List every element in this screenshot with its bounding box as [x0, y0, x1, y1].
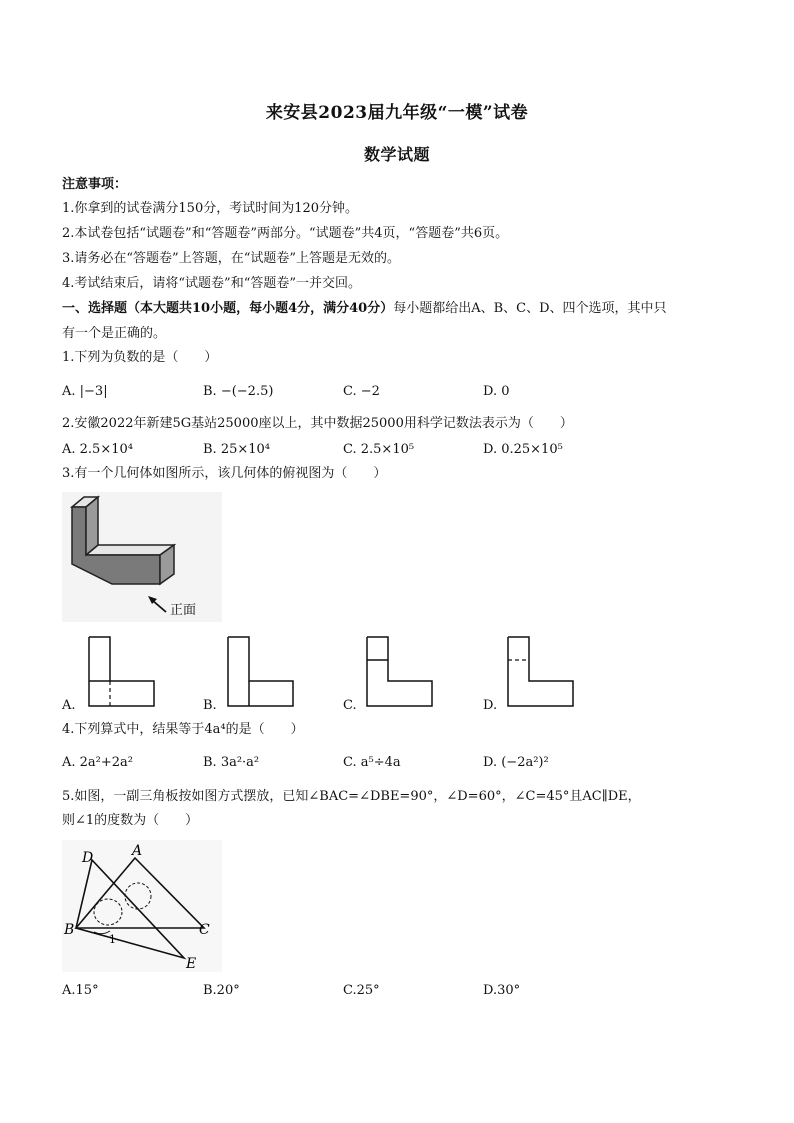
- question-2-stem: 2.安徽2022年新建5G基站25000座以上，其中数据25000用科学记数法表示为（ ）: [62, 416, 573, 431]
- outline: [89, 637, 154, 706]
- section-desc: 每小题都给出A、B、C、D、四个选项，其中只: [393, 301, 667, 316]
- label-a: A: [132, 843, 143, 859]
- q2-option-b: B. 25×10⁴: [203, 442, 271, 457]
- q5-triangle-figure: [62, 840, 222, 972]
- section-desc-line2: 有一个是正确的。: [62, 326, 167, 341]
- q3-option-d: D.: [483, 698, 498, 713]
- outline: [228, 637, 293, 706]
- q3-solid-figure: [62, 492, 222, 622]
- label-d: D: [82, 850, 94, 866]
- label-e: E: [186, 956, 197, 972]
- q5-option-c: C.25°: [343, 983, 380, 998]
- question-1-stem: 1.下列为负数的是（ ）: [62, 350, 218, 365]
- top-face: [86, 545, 174, 555]
- label-angle-1: 1: [109, 933, 116, 946]
- q1-option-c: C. −2: [343, 384, 380, 399]
- notice-heading: 注意事项：: [62, 177, 128, 192]
- q3-option-a: A.: [62, 698, 76, 713]
- q4-option-c: C. a⁵÷4a: [343, 755, 401, 770]
- q4-option-d: D. (−2a²)²: [483, 755, 549, 770]
- q3-option-b-figure: [227, 636, 295, 708]
- side-face: [86, 497, 98, 555]
- q5-option-b: B.20°: [203, 983, 240, 998]
- front-label: 正面: [170, 603, 197, 618]
- q2-option-d: D. 0.25×10⁵: [483, 442, 563, 457]
- question-4-stem: 4.下列算式中，结果等于4a⁴的是（ ）: [62, 722, 304, 737]
- section-heading: [62, 300, 667, 318]
- exam-title: 来安县2023届九年级“一模”试卷: [265, 103, 529, 123]
- q3-option-a-figure: [88, 636, 156, 708]
- q2-option-c: C. 2.5×10⁵: [343, 442, 415, 457]
- outline: [508, 637, 573, 706]
- q3-option-b: B.: [203, 698, 217, 713]
- notice-item: 3.请务必在“答题卷”上答题，在“试题卷”上答题是无效的。: [62, 251, 400, 266]
- notice-item: 2.本试卷包括“试题卷”和“答题卷”两部分。“试题卷”共4页，“答题卷”共6页。: [62, 226, 509, 241]
- question-5-stem-line2: 则∠1的度数为（ ）: [62, 813, 199, 828]
- section-title: 一、选择题（本大题共10小题，每小题4分，满分40分）: [62, 301, 394, 316]
- q3-option-c: C.: [343, 698, 357, 713]
- exam-subtitle: 数学试题: [363, 145, 430, 164]
- notice-item: 4.考试结束后，请将“试题卷”和“答题卷”一并交回。: [62, 276, 361, 291]
- q4-option-a: A. 2a²+2a²: [62, 755, 134, 770]
- q1-option-b: B. −(−2.5): [203, 384, 274, 399]
- question-5-stem-line1: 5.如图，一副三角板按如图方式摆放，已知∠BAC=∠DBE=90°，∠D=60°，∠C=45°且AC∥DE，: [62, 789, 641, 804]
- q4-option-b: B. 3a²·a²: [203, 755, 260, 770]
- q1-option-d: D. 0: [483, 384, 510, 399]
- question-3-stem: 3.有一个几何体如图所示，该几何体的俯视图为（ ）: [62, 466, 387, 481]
- label-b: B: [64, 922, 75, 938]
- q1-option-a: A. |−3|: [62, 384, 108, 399]
- outline: [367, 637, 432, 706]
- q5-option-a: A.15°: [62, 983, 99, 998]
- label-c: C: [199, 922, 210, 938]
- q5-option-d: D.30°: [483, 983, 521, 998]
- notice-item: 1.你拿到的试卷满分150分，考试时间为120分钟。: [62, 201, 359, 216]
- q2-option-a: A. 2.5×10⁴: [62, 442, 133, 457]
- q3-option-d-figure: [507, 636, 575, 708]
- q3-option-c-figure: [366, 636, 434, 708]
